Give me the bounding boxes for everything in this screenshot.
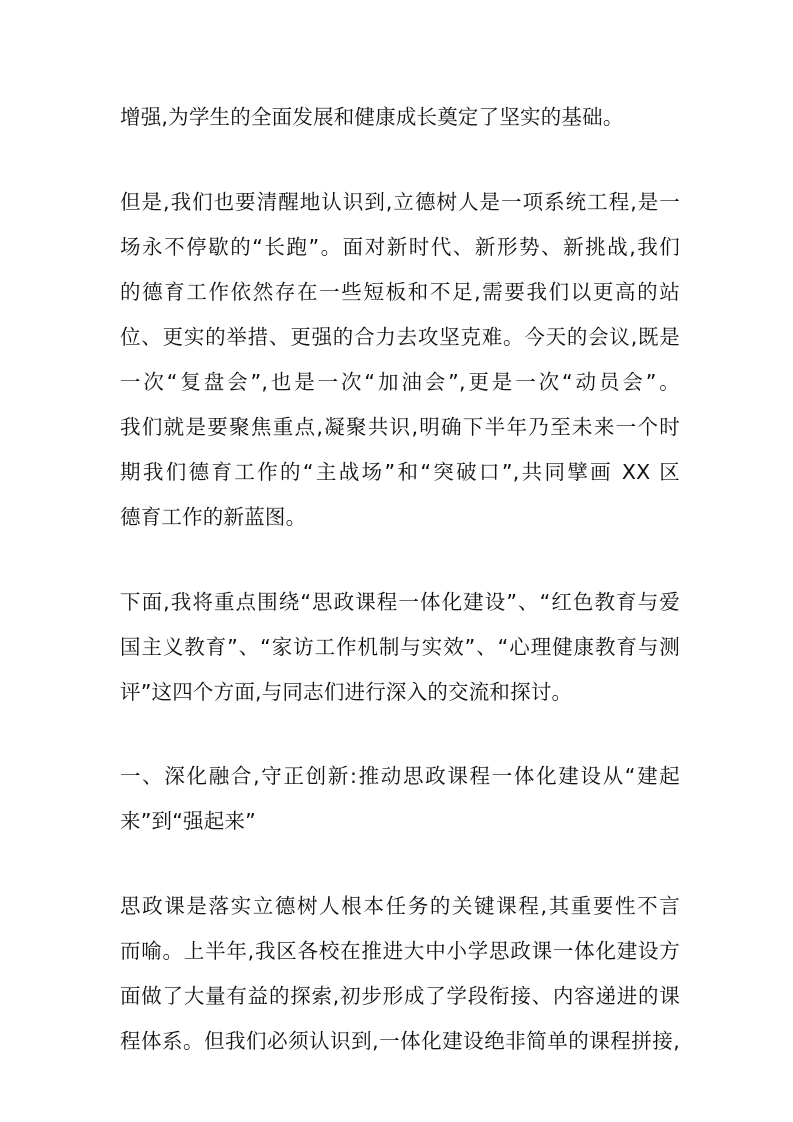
paragraph-line: 的德育工作依然存在一些短板和不足,需要我们以更高的站 — [120, 280, 680, 304]
paragraph-line: 德育工作的新蓝图。 — [120, 505, 307, 529]
paragraph-line: 期我们德育工作的“主战场”和“突破口”,共同擘画 XX 区 — [120, 460, 680, 484]
paragraph-line: 增强,为学生的全面发展和健康成长奠定了坚实的基础。 — [120, 105, 624, 129]
paragraph-line: 下面,我将重点围绕“思政课程一体化建设”、“红色教育与爱 — [120, 590, 680, 614]
paragraph-line: 程体系。但我们必须认识到,一体化建设绝非简单的课程拼接, — [120, 1029, 680, 1053]
paragraph-line: 面做了大量有益的探索,初步形成了学段衔接、内容递进的课 — [120, 984, 680, 1008]
paragraph-line: 位、更实的举措、更强的合力去攻坚克难。今天的会议,既是 — [120, 325, 680, 349]
section-heading: 一、深化融合,守正创新:推动思政课程一体化建设从“建起 — [120, 764, 680, 788]
paragraph-line: 场永不停歇的“长跑”。面对新时代、新形势、新挑战,我们 — [120, 235, 680, 259]
paragraph-line: 但是,我们也要清醒地认识到,立德树人是一项系统工程,是一 — [120, 190, 680, 214]
section-heading: 来”到“强起来” — [120, 809, 256, 833]
paragraph-line: 评”这四个方面,与同志们进行深入的交流和探讨。 — [120, 680, 573, 704]
paragraph-line: 国主义教育”、“家访工作机制与实效”、“心理健康教育与测 — [120, 635, 680, 659]
paragraph-line: 而喻。上半年,我区各校在推进大中小学思政课一体化建设方 — [120, 939, 680, 963]
paragraph-line: 一次“复盘会”,也是一次“加油会”,更是一次“动员会”。 — [120, 370, 680, 394]
paragraph-line: 思政课是落实立德树人根本任务的关键课程,其重要性不言 — [120, 894, 680, 918]
paragraph-line: 我们就是要聚焦重点,凝聚共识,明确下半年乃至未来一个时 — [120, 415, 680, 439]
